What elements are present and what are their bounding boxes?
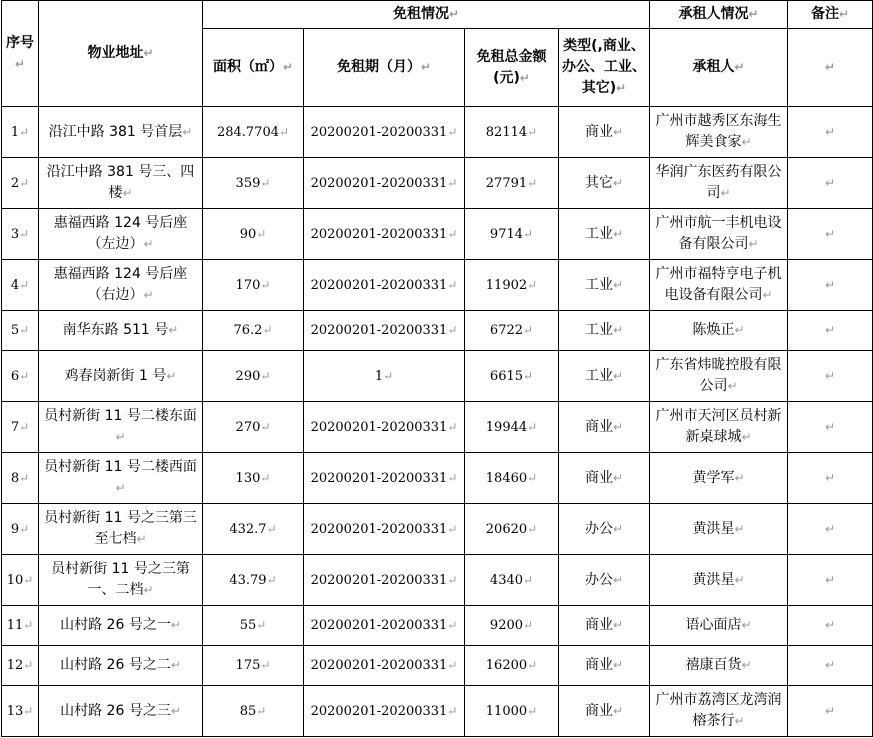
cell-remark: ↵	[788, 351, 873, 402]
table-body	[2, 107, 873, 737]
cell-total: 16200↵	[465, 646, 559, 686]
cell-address: 沿江中路 381 号三、四楼↵	[39, 158, 203, 209]
rent-exemption-table	[1, 0, 873, 737]
table-row	[2, 311, 873, 351]
cell-area: 290↵	[203, 351, 304, 402]
cell-area: 76.2↵	[203, 311, 304, 351]
table-row	[2, 107, 873, 158]
cell-tenant: 陈焕正↵	[650, 311, 788, 351]
cell-seq: 9↵	[2, 504, 39, 555]
cell-type: 工业↵	[559, 209, 650, 260]
cell-remark: ↵	[788, 606, 873, 646]
cell-address: 山村路 26 号之三↵	[39, 686, 203, 737]
table-row	[2, 606, 873, 646]
cell-area: 175↵	[203, 646, 304, 686]
cell-seq: 6↵	[2, 351, 39, 402]
header-period: 免租期（月）↵	[304, 29, 465, 107]
cell-tenant: 广州市天河区员村新新桌球城↵	[650, 402, 788, 453]
cell-seq: 4↵	[2, 260, 39, 311]
cell-remark: ↵	[788, 453, 873, 504]
cell-type: 商业↵	[559, 606, 650, 646]
cell-area: 270↵	[203, 402, 304, 453]
header-tenant: 承租人↵	[650, 29, 788, 107]
table-row	[2, 453, 873, 504]
cell-period: 20200201-20200331↵	[304, 606, 465, 646]
cell-period: 20200201-20200331↵	[304, 453, 465, 504]
cell-remark: ↵	[788, 686, 873, 737]
cell-seq: 10↵	[2, 555, 39, 606]
header-type: 类型(,商业、办公、工业、其它)↵	[559, 29, 650, 107]
cell-tenant: 黄洪星↵	[650, 504, 788, 555]
cell-tenant: 华润广东医药有限公司↵	[650, 158, 788, 209]
cell-type: 工业↵	[559, 351, 650, 402]
cell-remark: ↵	[788, 504, 873, 555]
cell-address: 员村新街 11 号之三第三至七档↵	[39, 504, 203, 555]
cell-total: 9200↵	[465, 606, 559, 646]
header-remark: 备注↵	[788, 1, 873, 29]
cell-tenant: 广东省炜昽控股有限公司↵	[650, 351, 788, 402]
table-row	[2, 351, 873, 402]
cell-period: 20200201-20200331↵	[304, 260, 465, 311]
cell-seq: 12↵	[2, 646, 39, 686]
table-row	[2, 402, 873, 453]
cell-tenant: 广州市福特亨电子机电设备有限公司↵	[650, 260, 788, 311]
header-exemption-group: 免租情况↵	[203, 1, 650, 29]
cell-period: 20200201-20200331↵	[304, 311, 465, 351]
cell-area: 43.79↵	[203, 555, 304, 606]
cell-address: 沿江中路 381 号首层↵	[39, 107, 203, 158]
cell-period: 20200201-20200331↵	[304, 504, 465, 555]
cell-period: 20200201-20200331↵	[304, 107, 465, 158]
cell-area: 55↵	[203, 606, 304, 646]
cell-period: 20200201-20200331↵	[304, 555, 465, 606]
cell-tenant: 广州市越秀区东海生辉美食家↵	[650, 107, 788, 158]
header-seq: 序号↵	[2, 1, 39, 107]
cell-type: 商业↵	[559, 646, 650, 686]
cell-type: 商业↵	[559, 107, 650, 158]
cell-type: 商业↵	[559, 686, 650, 737]
cell-tenant: 广州市荔湾区龙湾润榕茶行↵	[650, 686, 788, 737]
table-row	[2, 686, 873, 737]
cell-total: 6615↵	[465, 351, 559, 402]
cell-remark: ↵	[788, 260, 873, 311]
cell-seq: 11↵	[2, 606, 39, 646]
cell-type: 办公↵	[559, 555, 650, 606]
cell-area: 85↵	[203, 686, 304, 737]
cell-tenant: 黄洪星↵	[650, 555, 788, 606]
cell-total: 19944↵	[465, 402, 559, 453]
cell-address: 员村新街 11 号二楼东面↵	[39, 402, 203, 453]
header-address: 物业地址↵	[39, 1, 203, 107]
cell-type: 工业↵	[559, 311, 650, 351]
cell-remark: ↵	[788, 402, 873, 453]
cell-tenant: 语心面店↵	[650, 606, 788, 646]
cell-seq: 7↵	[2, 402, 39, 453]
cell-period: 20200201-20200331↵	[304, 209, 465, 260]
cell-period: 1↵	[304, 351, 465, 402]
cell-type: 工业↵	[559, 260, 650, 311]
cell-total: 20620↵	[465, 504, 559, 555]
cell-total: 82114↵	[465, 107, 559, 158]
cell-seq: 1↵	[2, 107, 39, 158]
cell-tenant: 黄学军↵	[650, 453, 788, 504]
cell-seq: 2↵	[2, 158, 39, 209]
cell-total: 18460↵	[465, 453, 559, 504]
cell-remark: ↵	[788, 646, 873, 686]
cell-seq: 5↵	[2, 311, 39, 351]
cell-tenant: 禧康百货↵	[650, 646, 788, 686]
table-row	[2, 504, 873, 555]
table-row	[2, 158, 873, 209]
cell-period: 20200201-20200331↵	[304, 646, 465, 686]
cell-remark: ↵	[788, 158, 873, 209]
cell-address: 南华东路 511 号↵	[39, 311, 203, 351]
cell-area: 90↵	[203, 209, 304, 260]
cell-total: 27791↵	[465, 158, 559, 209]
cell-total: 4340↵	[465, 555, 559, 606]
cell-period: 20200201-20200331↵	[304, 402, 465, 453]
cell-seq: 13↵	[2, 686, 39, 737]
cell-type: 办公↵	[559, 504, 650, 555]
cell-address: 惠福西路 124 号后座（左边）↵	[39, 209, 203, 260]
header-area: 面积（㎡）↵	[203, 29, 304, 107]
cell-area: 359↵	[203, 158, 304, 209]
cell-period: 20200201-20200331↵	[304, 158, 465, 209]
header-remark-blank: ↵	[788, 29, 873, 107]
cell-tenant: 广州市航一丰机电设备有限公司↵	[650, 209, 788, 260]
table-row	[2, 555, 873, 606]
cell-address: 山村路 26 号之一↵	[39, 606, 203, 646]
cell-area: 284.7704↵	[203, 107, 304, 158]
cell-type: 其它↵	[559, 158, 650, 209]
table-row	[2, 209, 873, 260]
cell-total: 6722↵	[465, 311, 559, 351]
header-tenant-group: 承租人情况↵	[650, 1, 788, 29]
cell-total: 11000↵	[465, 686, 559, 737]
cell-type: 商业↵	[559, 453, 650, 504]
cell-total: 11902↵	[465, 260, 559, 311]
cell-address: 员村新街 11 号之三第一、二档↵	[39, 555, 203, 606]
cell-type: 商业↵	[559, 402, 650, 453]
cell-area: 170↵	[203, 260, 304, 311]
cell-address: 山村路 26 号之二↵	[39, 646, 203, 686]
table-row	[2, 260, 873, 311]
cell-period: 20200201-20200331↵	[304, 686, 465, 737]
cell-seq: 8↵	[2, 453, 39, 504]
cell-remark: ↵	[788, 209, 873, 260]
cell-total: 9714↵	[465, 209, 559, 260]
cell-seq: 3↵	[2, 209, 39, 260]
cell-remark: ↵	[788, 555, 873, 606]
cell-address: 鸡春岗新街 1 号↵	[39, 351, 203, 402]
cell-remark: ↵	[788, 107, 873, 158]
cell-address: 员村新街 11 号二楼西面↵	[39, 453, 203, 504]
header-total: 免租总金额(元)↵	[465, 29, 559, 107]
cell-remark: ↵	[788, 311, 873, 351]
table-row	[2, 646, 873, 686]
cell-area: 130↵	[203, 453, 304, 504]
cell-address: 惠福西路 124 号后座（右边）↵	[39, 260, 203, 311]
cell-area: 432.7↵	[203, 504, 304, 555]
